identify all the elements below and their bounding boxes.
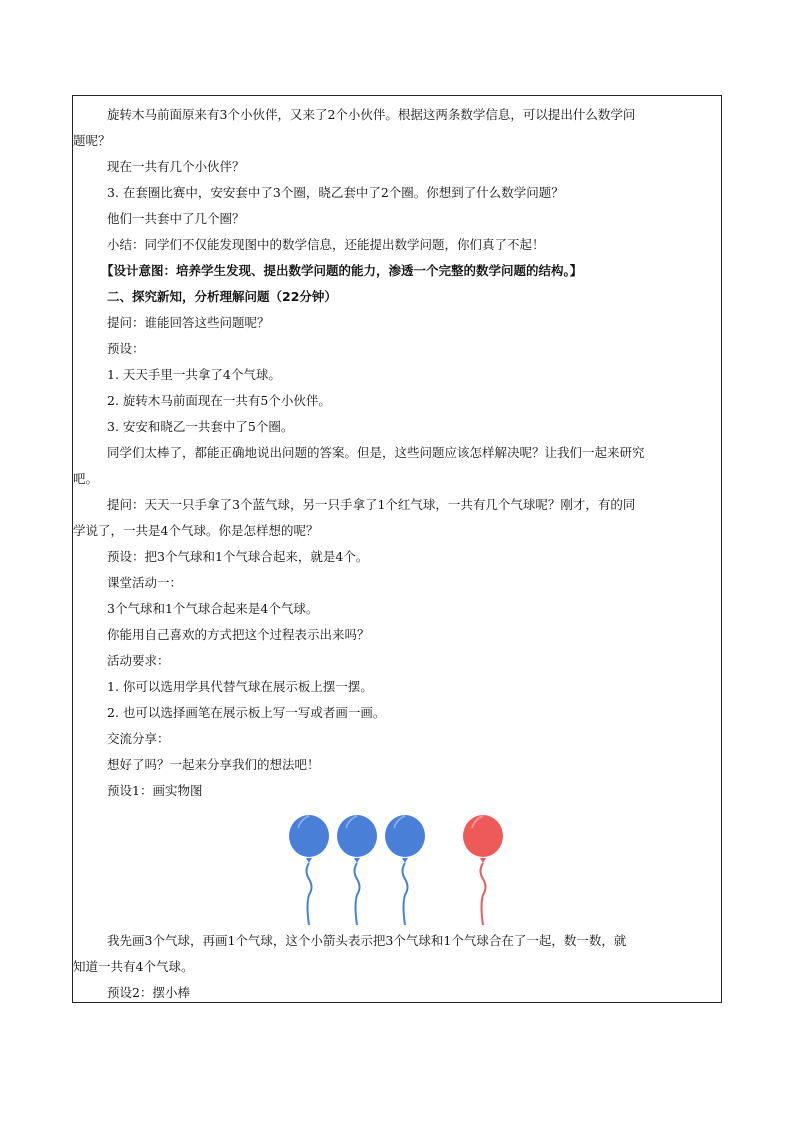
text-line: 你能用自己喜欢的方式把这个过程表示出来吗？ — [107, 627, 370, 642]
text-line: 提问：谁能回答这些问题呢？ — [107, 315, 270, 330]
text-line: 吧。 — [73, 471, 99, 486]
lesson-plan-box — [72, 95, 722, 1003]
red-balloon — [463, 815, 503, 925]
text-line: 活动要求： — [107, 653, 170, 668]
balloon-figure — [107, 806, 711, 928]
text-line: 我先画3个气球，再画1个气球，这个小箭头表示把3个气球和1个气球合在了一起，数一数，就 — [107, 933, 627, 948]
lesson-content — [73, 102, 711, 1006]
text-line: 预设： — [107, 341, 145, 356]
blue-balloon — [289, 815, 329, 925]
text-line: 2. 也可以选择画笔在展示板上写一写或者画一画。 — [107, 705, 386, 720]
text-line: 他们一共套中了几个圈？ — [107, 211, 245, 226]
text-line: 3个气球和1个气球合起来是4个气球。 — [107, 601, 319, 616]
text-line: 旋转木马前面原来有3个小伙伴，又来了2个小伙伴。根据这两条数学信息，可以提出什么数学问 — [107, 107, 636, 122]
blue-balloon — [385, 815, 425, 925]
text-line: 同学们太棒了，都能正确地说出问题的答案。但是，这些问题应该怎样解决呢？让我们一起来研究 — [107, 445, 645, 460]
design-intent: 【设计意图：培养学生发现、提出数学问题的能力，渗透一个完整的数学问题的结构。】 — [101, 263, 583, 278]
text-line: 学说了，一共是4个气球。你是怎样想的呢？ — [73, 523, 319, 538]
text-line: 交流分享： — [107, 731, 170, 746]
text-line: 题呢？ — [73, 133, 111, 148]
text-line: 知道一共有4个气球。 — [73, 959, 194, 974]
text-line: 课堂活动一： — [107, 575, 183, 590]
blue-balloon — [337, 815, 377, 925]
text-line: 1. 天天手里一共拿了4个气球。 — [107, 367, 281, 382]
text-line: 3. 安安和晓乙一共套中了5个圈。 — [107, 419, 294, 434]
text-line: 预设2：摆小棒 — [107, 985, 190, 1000]
text-line: 1. 你可以选用学具代替气球在展示板上摆一摆。 — [107, 679, 373, 694]
text-line: 提问：天天一只手拿了3个蓝气球，另一只手拿了1个红气球，一共有几个气球呢？刚才，有的同 — [107, 497, 636, 512]
text-line: 3. 在套圈比赛中，安安套中了3个圈，晓乙套中了2个圈。你想到了什么数学问题？ — [107, 185, 564, 200]
text-line: 现在一共有几个小伙伴？ — [107, 159, 245, 174]
summary-line: 小结：同学们不仅能发现图中的数学信息，还能提出数学问题，你们真了不起！ — [107, 237, 545, 252]
text-line: 2. 旋转木马前面现在一共有5个小伙伴。 — [107, 393, 331, 408]
text-line: 预设：把3个气球和1个气球合起来，就是4个。 — [107, 549, 369, 564]
balloon-drawing — [107, 806, 711, 928]
text-line: 想好了吗？一起来分享我们的想法吧！ — [107, 757, 320, 772]
text-line: 预设1：画实物图 — [107, 783, 203, 798]
section-heading: 二、探究新知，分析理解问题（22分钟） — [107, 289, 337, 304]
